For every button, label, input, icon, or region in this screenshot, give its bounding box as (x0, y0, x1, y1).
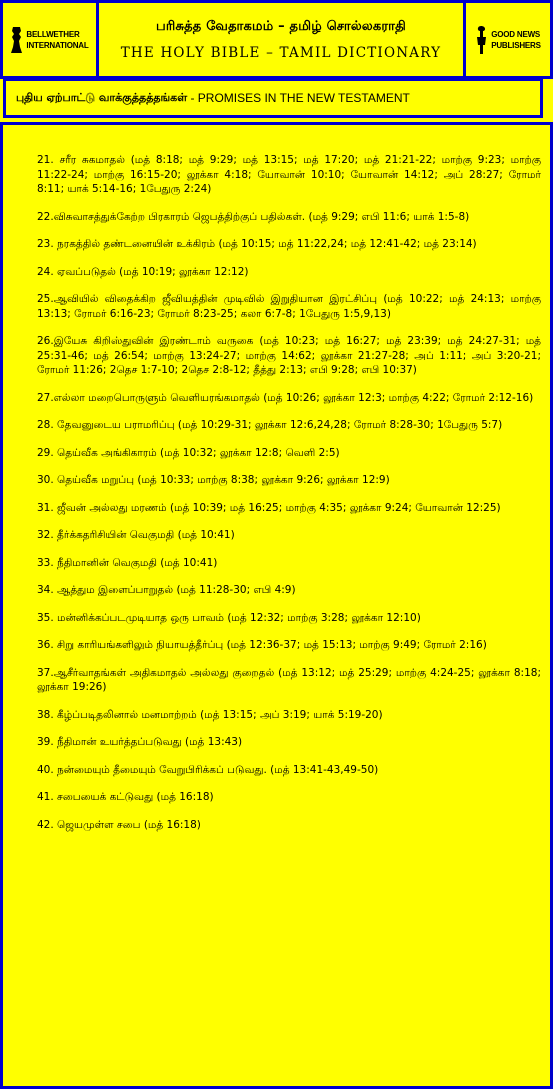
promise-entry: 41. சபையைக் கட்டுவது (மத் 16:18) (37, 791, 214, 803)
promises-list-box (0, 122, 553, 1089)
right-logo-line-2: PUBLISHERS (491, 40, 541, 50)
promise-entry: 22.விசுவாசத்துக்கேற்ற பிரகாரம் ஜெபத்திற்குப் பதில்கள். (மத் 9:29; எபி 11:6; யாக் 1:5-8) (37, 210, 470, 223)
left-logo-line-1: BELLWETHER (26, 29, 80, 39)
promise-entry: 40. நன்மையும் தீமையும் வேறுபிரிக்கப் படுவது. (மத் 13:41-43,49-50) (37, 763, 379, 776)
left-logo-line-2: INTERNATIONAL (26, 40, 89, 50)
right-logo-text (491, 29, 541, 51)
promises-list (37, 153, 541, 845)
promise-entry: 24. ஏவப்படுதல் (மத் 10:19; லூக்கா 12:12) (37, 265, 249, 278)
promise-entry: 33. நீதிமானின் வெகுமதி (மத் 10:41) (37, 556, 218, 569)
promise-entry: 30. தெய்வீக மறுப்பு (மத் 10:33; மாற்கு 8:38; லூக்கா 9:26; லூக்கா 12:9) (37, 474, 390, 486)
promise-entry: 35. மன்னிக்கப்படமுடியாத ஒரு பாவம் (மத் 12:32; மாற்கு 3:28; லூக்கா 12:10) (37, 611, 421, 624)
promise-entry: 37.ஆசீர்வாதங்கள் அதிகமாதல் அல்லது குறைதல் (மத் 13:12; மத் 25:29; மாற்கு 4:24-25; லூக்கா 8:18; லூக்கா 19:26) (37, 666, 541, 693)
promise-entry: 26.இயேசு கிறிஸ்துவின் இரண்டாம் வருகை (மத் 10:23; மத் 16:27; மத் 23:39; மத் 24:27-31; மத் 25:31-46; மத் 26:54; மாற்கு 13:24-27; மாற்கு 14:62; லூக்கா 21:27-28; அப் 1:11; அப் 3:20-21; ரோமர் 11:26; 2தெச 1:7-10; 2தெச 2:8-12; தீத்து 2:13; எபி 9:28; எபி 10:37) (37, 335, 541, 376)
section-heading-box (3, 78, 543, 118)
title-box (96, 0, 466, 79)
promise-entry: 42. ஜெயமுள்ள சபை (மத் 16:18) (37, 818, 201, 831)
promise-entry: 38. கீழ்ப்படிதலினால் மனமாற்றம் (மத் 13:15; அப் 3:19; யாக் 5:19-20) (37, 708, 383, 721)
left-logo-text (26, 29, 88, 51)
promise-entry: 21. சரீர சுகமாதல் (மத் 8:18; மத் 9:29; மத் 13:15; மத் 17:20; மத் 21:21-22; மாற்கு 9:23; மாற்கு 11:22-24; மாற்கு 16:15-20; லூக்கா 4:18; யோவான் 10:10; யோவான் 14:12; அப் 28:27; ரோமர் 8:11; யாக் 5:14-16; 1பேதுரு 2:24) (37, 154, 541, 195)
promise-entry: 32. தீர்க்கதரிசியின் வெகுமதி (மத் 10:41) (37, 529, 235, 541)
title-english: THE HOLY BIBLE – TAMIL DICTIONARY (120, 44, 442, 61)
title-tamil: பரிசுத்த வேதாகமம் – தமிழ் சொல்லகராதி (156, 18, 406, 34)
promise-entry: 23. நரகத்தில் தண்டனையின் உக்கிரம் (மத் 10:15; மத் 11:22,24; மத் 12:41-42; மத் 23:14) (37, 238, 477, 250)
promise-entry: 31. ஜீவன் அல்லது மரணம் (மத் 10:39; மத் 16:25; மாற்கு 4:35; லூக்கா 9:24; யோவான் 12:25) (37, 501, 501, 514)
left-logo-box (0, 0, 99, 79)
section-heading-tamil: புதிய ஏற்பாட்டு வாக்குத்தத்தங்கள் (16, 90, 188, 104)
ram-logo-icon (10, 25, 23, 55)
right-logo-line-1: GOOD NEWS (491, 29, 541, 39)
promise-entry: 29. தெய்வீக அங்கிகாரம் (மத் 10:32; லூக்கா 12:8; வெளி 2:5) (37, 446, 340, 459)
promise-entry: 28. தேவனுடைய பராமரிப்பு (மத் 10:29-31; லூக்கா 12:6,24,28; ரோமர் 8:28-30; 1பேதுரு 5:7) (37, 419, 503, 431)
promise-entry: 25.ஆவியில் விதைக்கிற ஜீவியத்தின் முடிவில் இறுதியான இரட்சிப்பு (மத் 10:22; மத் 24:13; மாற்கு 13:13; ரோமர் 6:16-23; ரோமர் 8:23-25; கலா 6:7-8; 1பேதுரு 1:5,9,13) (37, 293, 541, 320)
shepherd-staff-logo-icon (475, 25, 488, 55)
promise-entry: 27.எல்லா மறைபொருளும் வெளியரங்கமாதல் (மத் 10:26; லூக்கா 12:3; மாற்கு 4:22; ரோமர் 2:12-16) (37, 391, 534, 404)
section-heading-english: PROMISES IN THE NEW TESTAMENT (197, 91, 410, 105)
promise-entry: 34. ஆத்தும இளைப்பாறுதல் (மத் 11:28-30; எபி 4:9) (37, 584, 296, 596)
section-heading-separator: - (187, 91, 198, 105)
promise-entry: 36. சிறு காரியங்களிலும் நியாயத்தீர்ப்பு (மத் 12:36-37; மத் 15:13; மாற்கு 9:49; ரோமர் 2:16) (37, 639, 487, 651)
right-logo-box (463, 0, 553, 79)
promise-entry: 39. நீதிமான் உயர்த்தப்படுவது (மத் 13:43) (37, 736, 243, 748)
